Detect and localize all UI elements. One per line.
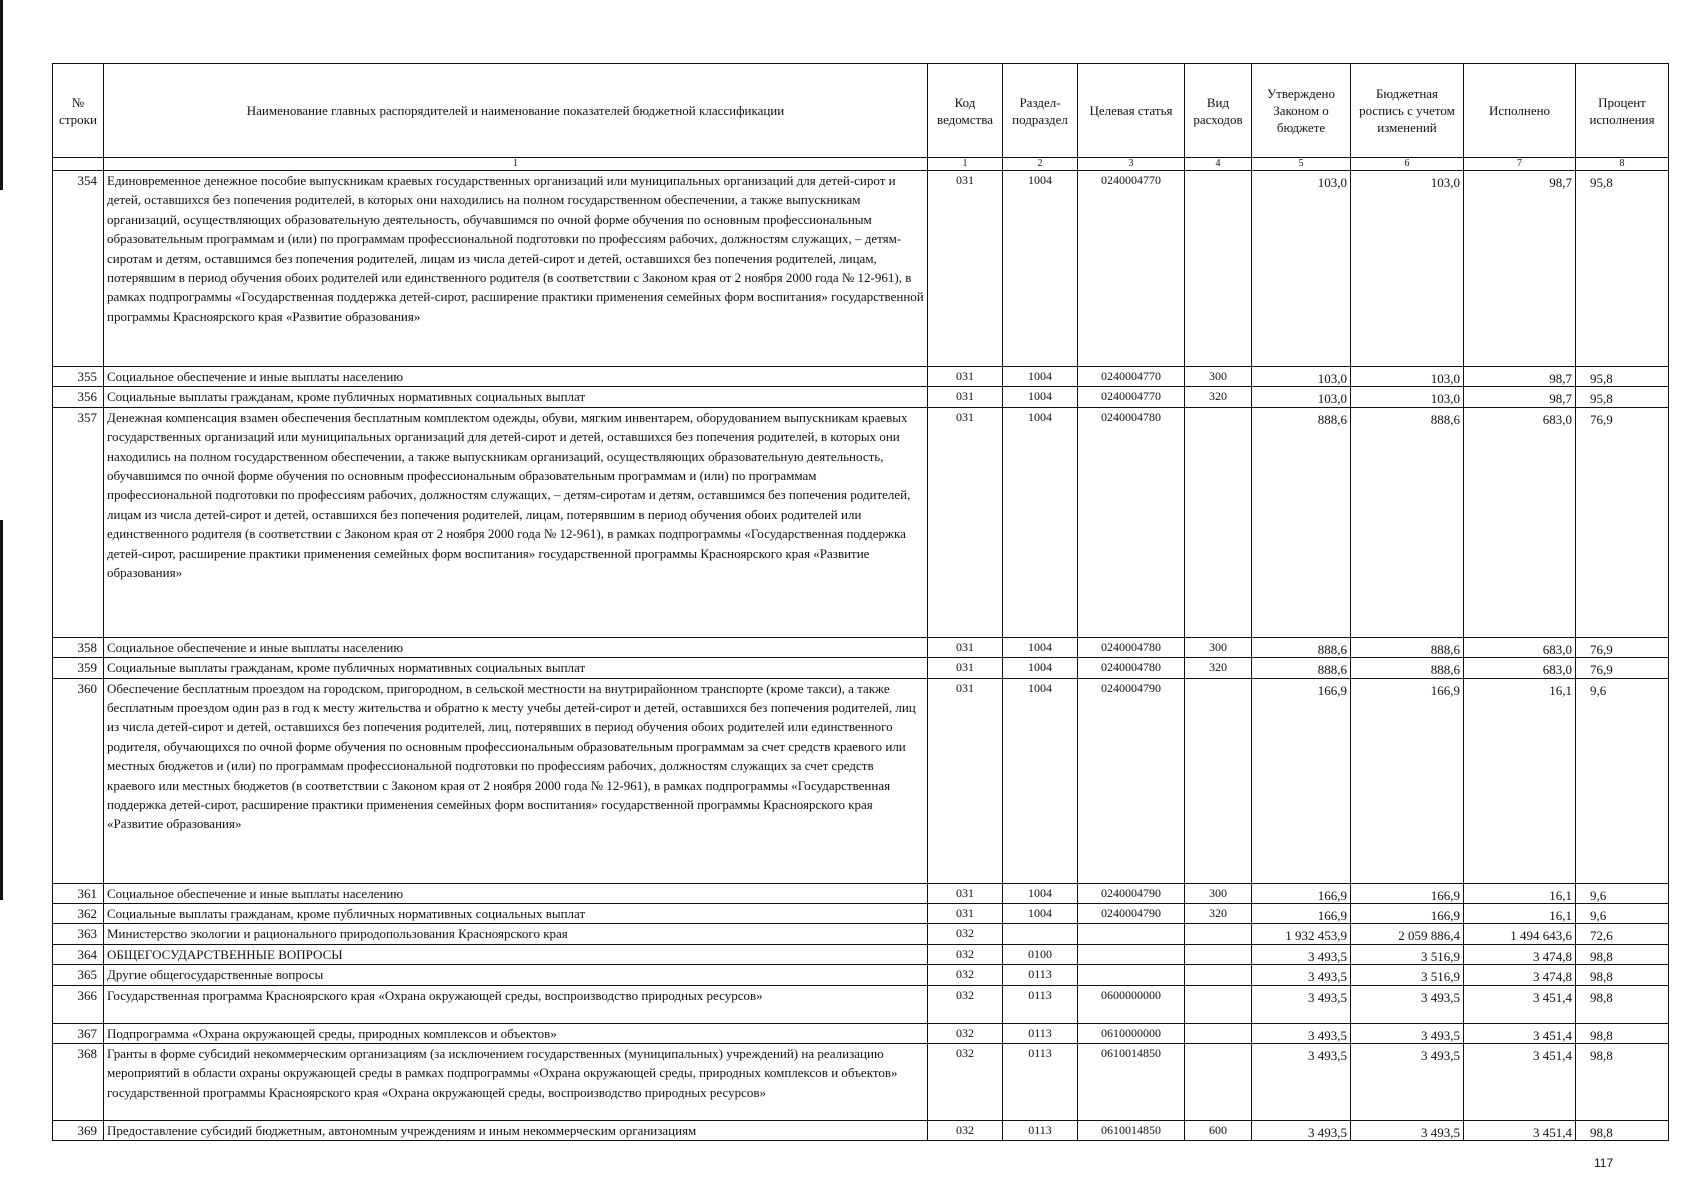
dept-code: 031 [928,904,1003,924]
executed-value: 683,0 [1464,407,1576,637]
approved-value: 166,9 [1252,883,1351,903]
approved-value: 3 493,5 [1252,1121,1351,1141]
target-article: 0240004770 [1078,387,1185,407]
header-budget-list: Бюджетная роспись с учетом изменений [1351,64,1464,158]
budget-value: 888,6 [1351,637,1464,657]
target-article: 0240004770 [1078,367,1185,387]
table-row [53,387,1669,407]
dept-code: 032 [928,965,1003,985]
row-name: Государственная программа Красноярского края «Охрана окружающей среды, воспроизводство природных ресурсов» [104,985,928,1023]
percent-value: 98,8 [1576,1121,1669,1141]
executed-value: 16,1 [1464,883,1576,903]
dept-code: 031 [928,367,1003,387]
budget-value: 103,0 [1351,367,1464,387]
budget-value: 166,9 [1351,904,1464,924]
target-article: 0610000000 [1078,1023,1185,1043]
section-code: 0113 [1003,1023,1078,1043]
section-code: 1004 [1003,883,1078,903]
column-number: 2 [1003,158,1078,171]
target-article: 0240004790 [1078,678,1185,883]
row-name: Социальное обеспечение и иные выплаты населению [104,637,928,657]
expense-type [1185,1044,1252,1121]
column-number: 6 [1351,158,1464,171]
column-number: 5 [1252,158,1351,171]
target-article [1078,924,1185,944]
table-row [53,965,1669,985]
row-name: Денежная компенсация взамен обеспечения бесплатным комплектом одежды, обуви, мягким инвентарем, оборудованием выпускникам краевых государственных организаций или муниципальных организаций для детей-сирот и детей, оставшихся без попечения родителей, в которых они находились на полном государственном обеспечении, а также выпускникам организаций, осуществляющих образовательную деятельность, обучавшимся по очной форме обучения по основным профессиональным образовательным программам и (или) по программам профессиональной подготовки по профессиям рабочих, должностям служащих, – детям-сиротам и детям, оставшимся без попечения родителей, лицам из числа детей-сирот и детей, оставшихся без попечения родителей, лицам, потерявшим в период обучения обоих родителей или единственного родителя (в соответствии с Законом края от 2 ноября 2000 года № 12-961), в рамках подпрограммы «Государственная поддержка детей-сирот, расширение практики применения семейных форм воспитания» государственной программы Красноярского края «Развитие образования» [104,407,928,637]
executed-value: 3 451,4 [1464,1023,1576,1043]
row-name: Обеспечение бесплатным проездом на городском, пригородном, в сельской местности на внутрирайонном транспорте (кроме такси), а также бесплатным проездом один раз в год к месту жительства и обратно к месту учебы детей-сирот и детей, оставшихся без попечения родителей, лиц из числа детей-сирот и детей, оставшихся без попечения родителей, лиц, потерявших в период обучения обоих родителей или единственного родителя, обучающихся по очной форме обучения по основным профессиональным образовательным программам за счет средств краевого или местных бюджетов и (или) по программам профессиональной подготовки по профессиям рабочих, должностям служащих за счет средств краевого или местных бюджетов (в соответствии с Законом края от 2 ноября 2000 года № 12-961), в рамках подпрограммы «Государственная поддержка детей-сирот, расширение практики применения семейных форм воспитания» государственной программы Красноярского края «Развитие образования» [104,678,928,883]
table-row [53,637,1669,657]
dept-code: 031 [928,658,1003,678]
executed-value: 3 451,4 [1464,1044,1576,1121]
section-code: 0100 [1003,944,1078,964]
table-row [53,407,1669,637]
column-number: 8 [1576,158,1669,171]
percent-value: 72,6 [1576,924,1669,944]
row-name: ОБЩЕГОСУДАРСТВЕННЫЕ ВОПРОСЫ [104,944,928,964]
approved-value: 103,0 [1252,387,1351,407]
scan-edge-mark [0,0,3,190]
target-article: 0610014850 [1078,1044,1185,1121]
row-name: Социальные выплаты гражданам, кроме публичных нормативных социальных выплат [104,904,928,924]
expense-type: 300 [1185,883,1252,903]
header-section: Раздел-подраздел [1003,64,1078,158]
table-body [53,171,1669,1141]
table-row [53,944,1669,964]
dept-code: 031 [928,387,1003,407]
column-number: 1 [104,158,928,171]
approved-value: 3 493,5 [1252,1023,1351,1043]
expense-type: 320 [1185,387,1252,407]
header-row-number: № строки [53,64,104,158]
executed-value: 1 494 643,6 [1464,924,1576,944]
percent-value: 98,8 [1576,1023,1669,1043]
budget-value: 166,9 [1351,678,1464,883]
executed-value: 16,1 [1464,904,1576,924]
row-number: 363 [53,924,104,944]
row-name: Подпрограмма «Охрана окружающей среды, природных комплексов и объектов» [104,1023,928,1043]
row-name: Социальные выплаты гражданам, кроме публичных нормативных социальных выплат [104,658,928,678]
executed-value: 98,7 [1464,367,1576,387]
header-target-article: Целевая статья [1078,64,1185,158]
percent-value: 76,9 [1576,637,1669,657]
table-row [53,904,1669,924]
target-article: 0610014850 [1078,1121,1185,1141]
budget-execution-table [52,63,1669,1141]
dept-code: 031 [928,171,1003,367]
section-code: 1004 [1003,407,1078,637]
row-number: 361 [53,883,104,903]
target-article: 0600000000 [1078,985,1185,1023]
approved-value: 3 493,5 [1252,1044,1351,1121]
expense-type [1185,965,1252,985]
table-row [53,924,1669,944]
row-number: 359 [53,658,104,678]
executed-value: 3 451,4 [1464,985,1576,1023]
row-name: Гранты в форме субсидий некоммерческим организациям (за исключением государственных (муниципальных) учреждений) на реализацию мероприятий в области охраны окружающей среды в рамках подпрограммы «Охрана окружающей среды, природных комплексов и объектов» государственной программы Красноярского края «Охрана окружающей среды, воспроизводство природных ресурсов» [104,1044,928,1121]
dept-code: 032 [928,1121,1003,1141]
budget-value: 888,6 [1351,658,1464,678]
section-code: 1004 [1003,367,1078,387]
budget-value: 3 493,5 [1351,985,1464,1023]
approved-value: 3 493,5 [1252,965,1351,985]
row-number: 368 [53,1044,104,1121]
budget-value: 3 493,5 [1351,1044,1464,1121]
row-number: 366 [53,985,104,1023]
percent-value: 9,6 [1576,678,1669,883]
approved-value: 3 493,5 [1252,944,1351,964]
target-article: 0240004780 [1078,637,1185,657]
table-row [53,1121,1669,1141]
table-row [53,985,1669,1023]
dept-code: 031 [928,407,1003,637]
budget-value: 3 516,9 [1351,944,1464,964]
row-name: Социальное обеспечение и иные выплаты населению [104,883,928,903]
section-code: 1004 [1003,658,1078,678]
dept-code: 032 [928,1044,1003,1121]
dept-code: 031 [928,883,1003,903]
table-row [53,658,1669,678]
column-number: 4 [1185,158,1252,171]
header-expense-type: Вид расходов [1185,64,1252,158]
expense-type: 320 [1185,904,1252,924]
approved-value: 103,0 [1252,367,1351,387]
section-code: 1004 [1003,678,1078,883]
percent-value: 95,8 [1576,171,1669,367]
table-row [53,367,1669,387]
executed-value: 98,7 [1464,387,1576,407]
target-article: 0240004790 [1078,904,1185,924]
percent-value: 9,6 [1576,883,1669,903]
budget-value: 3 493,5 [1351,1121,1464,1141]
scan-edge-mark [0,520,3,900]
dept-code: 032 [928,924,1003,944]
column-number: 3 [1078,158,1185,171]
approved-value: 888,6 [1252,658,1351,678]
budget-value: 888,6 [1351,407,1464,637]
dept-code: 031 [928,637,1003,657]
header-executed: Исполнено [1464,64,1576,158]
executed-value: 16,1 [1464,678,1576,883]
approved-value: 888,6 [1252,637,1351,657]
row-name: Единовременное денежное пособие выпускникам краевых государственных организаций или муниципальных организаций для детей-сирот и детей, оставшихся без попечения родителей, в которых они находились на полном государственном обеспечении, а также выпускникам организаций, осуществляющих образовательную деятельность, обучавшимся по очной форме обучения по основным профессиональным образовательным программам и (или) по программам профессиональной подготовки по профессиям рабочих, должностям служащих, – детям-сиротам и детям, оставшимся без попечения родителей, лицам из числа детей-сирот и детей, оставшихся без попечения родителей, лицам, потерявшим в период обучения обоих родителей или единственного родителя (в соответствии с Законом края от 2 ноября 2000 года № 12-961), в рамках подпрограммы «Государственная поддержка детей-сирот, расширение практики применения семейных форм воспитания» государственной программы Красноярского края «Развитие образования» [104,171,928,367]
section-code: 1004 [1003,637,1078,657]
section-code [1003,924,1078,944]
page-number: 117 [1594,1156,1614,1170]
header-percent: Процент исполнения [1576,64,1669,158]
header-row [53,64,1669,158]
target-article [1078,965,1185,985]
target-article: 0240004770 [1078,171,1185,367]
column-number: 7 [1464,158,1576,171]
approved-value: 1 932 453,9 [1252,924,1351,944]
column-number: 1 [928,158,1003,171]
dept-code: 032 [928,1023,1003,1043]
executed-value: 683,0 [1464,658,1576,678]
row-number: 369 [53,1121,104,1141]
target-article: 0240004780 [1078,658,1185,678]
section-code: 0113 [1003,965,1078,985]
expense-type [1185,944,1252,964]
row-number: 358 [53,637,104,657]
target-article: 0240004780 [1078,407,1185,637]
row-number: 354 [53,171,104,367]
percent-value: 95,8 [1576,387,1669,407]
row-name: Социальное обеспечение и иные выплаты населению [104,367,928,387]
percent-value: 98,8 [1576,985,1669,1023]
header-approved: Утверждено Законом о бюджете [1252,64,1351,158]
percent-value: 9,6 [1576,904,1669,924]
target-article [1078,944,1185,964]
row-number: 357 [53,407,104,637]
budget-value: 103,0 [1351,171,1464,367]
row-name: Предоставление субсидий бюджетным, автономным учреждениям и иным некоммерческим организациям [104,1121,928,1141]
percent-value: 76,9 [1576,407,1669,637]
section-code: 1004 [1003,904,1078,924]
expense-type [1185,678,1252,883]
approved-value: 166,9 [1252,904,1351,924]
approved-value: 888,6 [1252,407,1351,637]
percent-value: 98,8 [1576,944,1669,964]
row-name: Министерство экологии и рационального природопользования Красноярского края [104,924,928,944]
row-number: 360 [53,678,104,883]
expense-type: 320 [1185,658,1252,678]
section-code: 0113 [1003,985,1078,1023]
percent-value: 95,8 [1576,367,1669,387]
dept-code: 032 [928,985,1003,1023]
expense-type [1185,171,1252,367]
section-code: 0113 [1003,1044,1078,1121]
column-number-row [53,158,1669,171]
expense-type [1185,407,1252,637]
budget-value: 3 516,9 [1351,965,1464,985]
row-number: 356 [53,387,104,407]
executed-value: 3 451,4 [1464,1121,1576,1141]
row-number: 365 [53,965,104,985]
section-code: 0113 [1003,1121,1078,1141]
budget-value: 103,0 [1351,387,1464,407]
target-article: 0240004790 [1078,883,1185,903]
section-code: 1004 [1003,387,1078,407]
expense-type: 600 [1185,1121,1252,1141]
budget-value: 2 059 886,4 [1351,924,1464,944]
row-number: 355 [53,367,104,387]
row-number: 367 [53,1023,104,1043]
row-number: 362 [53,904,104,924]
budget-value: 3 493,5 [1351,1023,1464,1043]
row-number: 364 [53,944,104,964]
approved-value: 103,0 [1252,171,1351,367]
row-name: Другие общегосударственные вопросы [104,965,928,985]
header-name: Наименование главных распорядителей и наименование показателей бюджетной классификации [104,64,928,158]
expense-type [1185,1023,1252,1043]
approved-value: 3 493,5 [1252,985,1351,1023]
percent-value: 98,8 [1576,1044,1669,1121]
percent-value: 98,8 [1576,965,1669,985]
approved-value: 166,9 [1252,678,1351,883]
table-row [53,1023,1669,1043]
dept-code: 031 [928,678,1003,883]
executed-value: 3 474,8 [1464,965,1576,985]
executed-value: 98,7 [1464,171,1576,367]
table-row [53,883,1669,903]
table-row [53,171,1669,367]
column-number [53,158,104,171]
executed-value: 683,0 [1464,637,1576,657]
dept-code: 032 [928,944,1003,964]
expense-type: 300 [1185,637,1252,657]
header-dept-code: Код ведомства [928,64,1003,158]
executed-value: 3 474,8 [1464,944,1576,964]
expense-type: 300 [1185,367,1252,387]
table-row [53,678,1669,883]
budget-value: 166,9 [1351,883,1464,903]
table-row [53,1044,1669,1121]
expense-type [1185,924,1252,944]
section-code: 1004 [1003,171,1078,367]
expense-type [1185,985,1252,1023]
percent-value: 76,9 [1576,658,1669,678]
row-name: Социальные выплаты гражданам, кроме публичных нормативных социальных выплат [104,387,928,407]
